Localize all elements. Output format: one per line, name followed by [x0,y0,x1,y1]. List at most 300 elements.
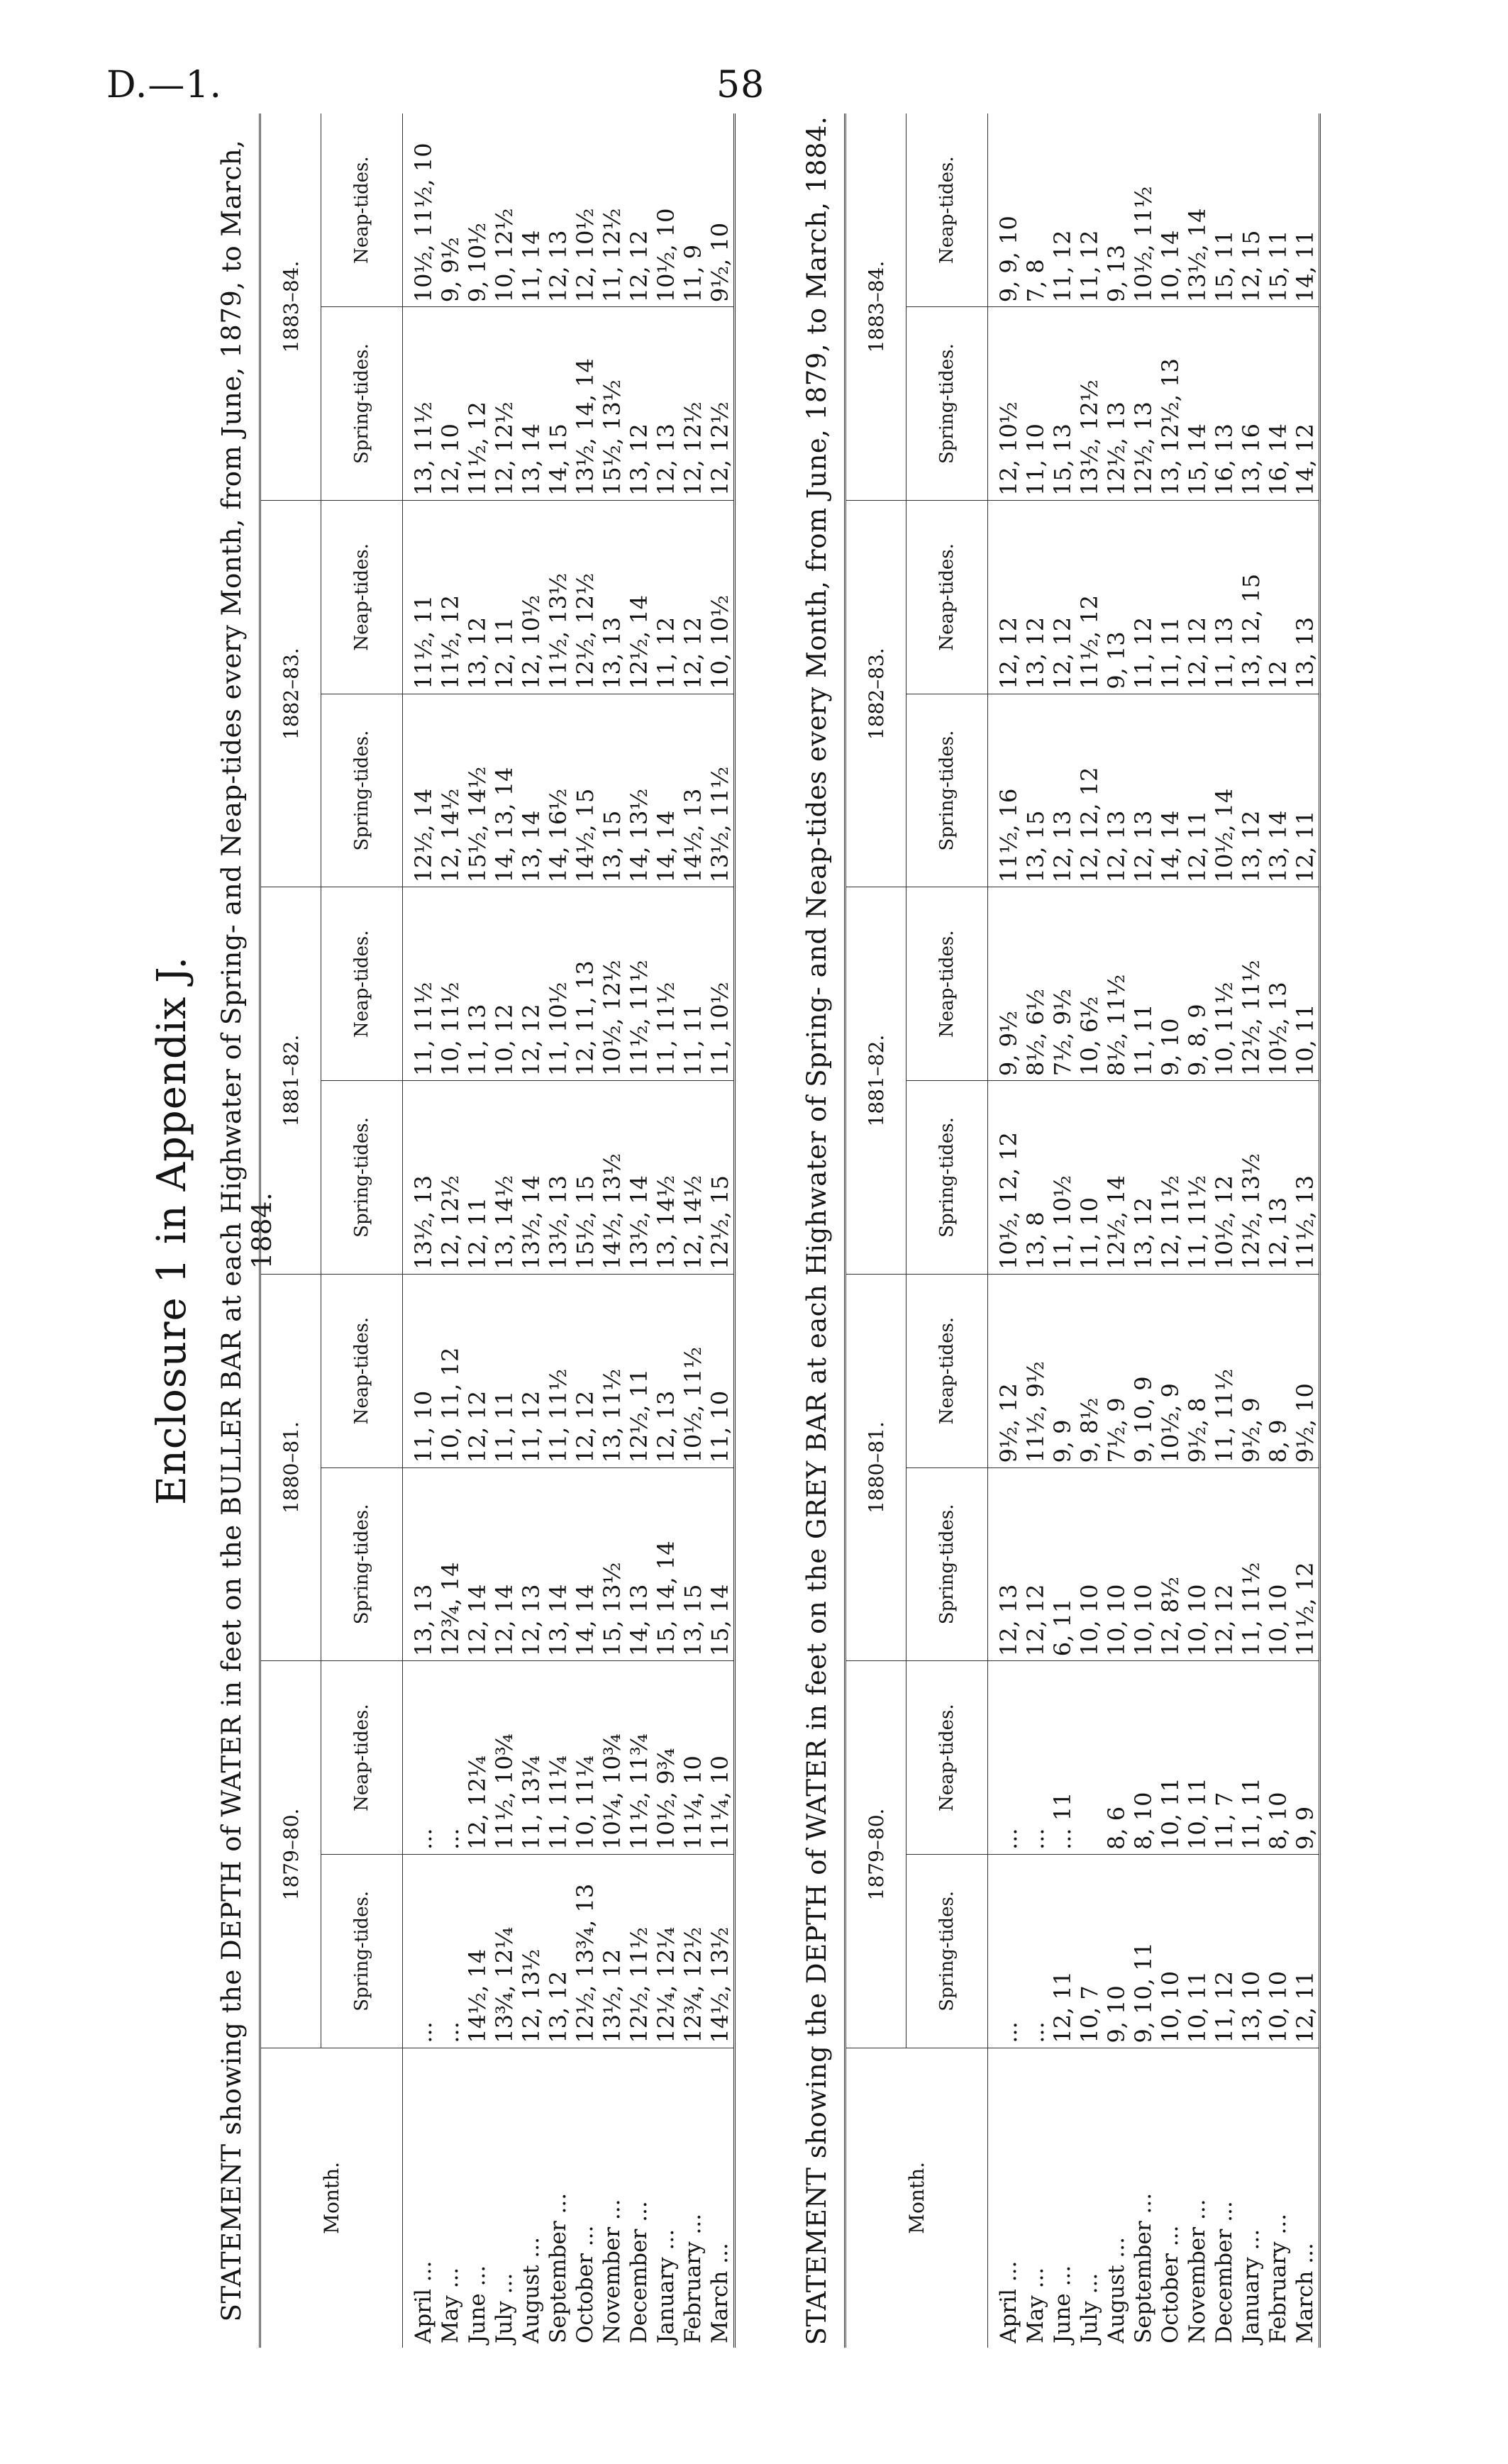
spring-tide-cell: 11, 10 [1076,1081,1103,1275]
spring-tide-cell: 12½, 13 [1103,307,1130,501]
neap-tide-cell: ... [988,1661,1023,1855]
neap-tide-cell: 9, 10 [1157,887,1184,1081]
spring-tide-cell: 15½, 15 [572,1081,599,1275]
neap-tide-cell: 12, 15 [1238,113,1265,307]
neap-tide-cell [1076,1661,1103,1855]
spring-tide-cell: 13, 10 [1238,1854,1265,2048]
spring-tide-cell: 14½, 13 [680,694,706,887]
neap-tides-header: Neap-tides. [907,113,988,307]
spring-tide-cell: 13½, 14 [518,1081,545,1275]
neap-tide-cell: 12, 12 [1049,500,1076,694]
spring-tide-cell: 15, 14 [706,1467,735,1661]
grey-table-body [988,113,1320,2348]
neap-tide-cell: 10, 14 [1157,113,1184,307]
neap-tide-cell: 9, 9 [1292,1661,1320,1855]
month-cell: March ... [707,2243,733,2343]
neap-tide-cell: 7½, 9½ [1049,887,1076,1081]
spring-tide-cell: 11½, 12 [464,307,491,501]
neap-tide-cell: 12, 12 [464,1274,491,1467]
spring-tide-cell: 13½, 12½ [1076,307,1103,501]
month-cell: December ... [1212,2201,1237,2343]
spring-tide-cell: 13, 12 [1238,694,1265,887]
table-row [1238,113,1265,2348]
spring-tide-cell: 11, 11½ [1184,1081,1211,1275]
neap-tide-cell: 8, 10 [1130,1661,1157,1855]
neap-tide-cell: 12 [1265,500,1292,694]
month-cell: October ... [1158,2225,1183,2343]
neap-tide-cell: 11, 10 [403,1274,438,1467]
year-header: 1880–81. [260,1274,321,1660]
neap-tide-cell: 12½, 11½ [1238,887,1265,1081]
document-reference: D.—1. [106,64,222,106]
spring-tide-cell: ... [403,1854,438,2048]
spring-tide-cell: 12, 13 [988,1467,1023,1661]
neap-tide-cell: 11, 12 [518,1274,545,1467]
spring-tide-cell: 12, 14 [491,1467,518,1661]
month-cell: August ... [519,2237,544,2343]
page-number: 58 [716,64,765,106]
neap-tide-cell: 8½, 11½ [1103,887,1130,1081]
spring-tide-cell: 12, 13 [1265,1081,1292,1275]
neap-tide-cell: 11½, 10¾ [491,1661,518,1855]
spring-tide-cell: 12¾, 14 [437,1467,464,1661]
neap-tide-cell: 8, 10 [1265,1661,1292,1855]
table-row [464,113,491,2348]
month-cell: December ... [626,2201,652,2343]
spring-tide-cell: 13, 14 [1265,694,1292,887]
spring-tides-header: Spring-tides. [321,307,403,501]
neap-tide-cell: 11, 12 [653,500,680,694]
neap-tide-cell: ... [437,1661,464,1855]
neap-tide-cell: 10, 12 [491,887,518,1081]
spring-tide-cell: 15, 13 [1049,307,1076,501]
table-row [1184,113,1211,2348]
neap-tide-cell: 12, 10½ [572,113,599,307]
spring-tide-cell: 10, 10 [1130,1467,1157,1661]
neap-tide-cell: 9½, 10 [1292,1274,1320,1467]
grey-statement-title: STATEMENT showing the DEPTH of WATER in feet on the GREY BAR at each Highwater of Spring- and Neap-tides every Month, from June, 1879, to March, 1884. [802,116,832,2346]
neap-tide-cell: 10½, 9¾ [653,1661,680,1855]
spring-tide-cell: 13½, 12 [599,1854,626,2048]
month-cell: October ... [572,2225,598,2343]
buller-table-body [403,113,735,2348]
spring-tide-cell: 11½, 13 [1292,1081,1320,1275]
neap-tide-cell: 12½, 12½ [572,500,599,694]
neap-tide-cell: 11, 11½ [403,887,438,1081]
table-row [1022,113,1049,2348]
spring-tide-cell: 13, 14 [518,307,545,501]
table-row [653,113,680,2348]
spring-tides-header: Spring-tides. [321,1854,403,2048]
neap-tide-cell: 7, 8 [1022,113,1049,307]
spring-tide-cell: 13, 12 [1130,1081,1157,1275]
month-cell: January ... [653,2229,679,2343]
rotated-content [149,113,1440,2348]
neap-tide-cell: 11, 11 [1130,887,1157,1081]
month-cell: April ... [996,2260,1021,2343]
year-header: 1879–80. [260,1661,321,2048]
neap-tide-cell: 9, 8, 9 [1184,887,1211,1081]
spring-tides-header: Spring-tides. [907,694,988,887]
spring-tide-cell: 12, 12 [1211,1467,1238,1661]
neap-tide-cell: ... [403,1661,438,1855]
spring-tide-cell: 10½, 12, 12 [988,1081,1023,1275]
spring-tide-cell: 12, 12½ [437,1081,464,1275]
spring-tide-cell: 13, 15 [599,694,626,887]
month-cell: March ... [1292,2243,1318,2343]
spring-tide-cell: 13, 16 [1238,307,1265,501]
spring-tide-cell: 14½, 13½ [706,1854,735,2048]
spring-tide-cell: 14, 13½ [626,694,653,887]
neap-tide-cell: 9½, 8 [1184,1274,1211,1467]
neap-tide-cell: 9, 9½ [437,113,464,307]
spring-tide-cell: 12, 14½ [680,1081,706,1275]
table-row [1157,113,1184,2348]
neap-tide-cell: 11, 13 [1211,500,1238,694]
neap-tide-cell: 11, 11½ [1211,1274,1238,1467]
spring-tide-cell: 13, 15 [680,1467,706,1661]
neap-tides-header: Neap-tides. [321,1274,403,1467]
spring-tide-cell: ... [437,1854,464,2048]
spring-tide-cell: 12, 11 [1049,1854,1076,2048]
neap-tide-cell: 10½, 11½, 10 [403,113,438,307]
month-cell: July ... [1077,2272,1102,2343]
spring-tide-cell: 12, 10 [437,307,464,501]
spring-tide-cell: 13¾, 12¼ [491,1854,518,2048]
table-row [545,113,572,2348]
spring-tide-cell: 12½, 11½ [626,1854,653,2048]
table-row [599,113,626,2348]
spring-tide-cell: 13, 12½, 13 [1157,307,1184,501]
buller-statement-title: STATEMENT showing the DEPTH of WATER in feet on the BULLER BAR at each Highwater of Spring- and Neap-tides every Month, from June, 1879, to March, 1884. [216,139,277,2322]
year-header: 1879–80. [846,1661,907,2048]
spring-tide-cell: 14½, 15 [572,694,599,887]
spring-tide-cell: 12, 12½ [706,307,735,501]
neap-tide-cell: 10, 10½ [706,500,735,694]
neap-tide-cell: 12, 13 [653,1274,680,1467]
neap-tide-cell: 11½, 11 [403,500,438,694]
month-cell: September ... [1131,2192,1156,2343]
neap-tides-header: Neap-tides. [321,1661,403,1855]
table-row [1076,113,1103,2348]
neap-tide-cell: 11, 12 [1130,500,1157,694]
month-cell: February ... [680,2213,706,2343]
neap-tide-cell: 11, 11 [1238,1661,1265,1855]
spring-tide-cell: ... [988,1854,1023,2048]
month-cell: July ... [492,2272,517,2343]
spring-tide-cell: 11, 10½ [1049,1081,1076,1275]
spring-tide-cell: 11, 10 [1022,307,1049,501]
table-row [1130,113,1157,2348]
neap-tide-cell: 9, 8½ [1076,1274,1103,1467]
table-row [626,113,653,2348]
neap-tide-cell: 11, 11½ [653,887,680,1081]
spring-tide-cell: 13½, 11½ [706,694,735,887]
neap-tide-cell: 11½, 12 [1076,500,1103,694]
spring-tide-cell: 12, 11 [1292,694,1320,887]
neap-tide-cell: 11, 12 [1076,113,1103,307]
spring-tide-cell: 14½, 13½ [599,1081,626,1275]
neap-tides-header: Neap-tides. [321,113,403,307]
spring-tide-cell: 12, 10½ [988,307,1023,501]
neap-tide-cell: 9, 9½ [988,887,1023,1081]
neap-tide-cell: 9, 10, 9 [1130,1274,1157,1467]
table-row [1265,113,1292,2348]
spring-tides-header: Spring-tides. [907,307,988,501]
neap-tide-cell: ... [1022,1661,1049,1855]
spring-tide-cell: 10, 7 [1076,1854,1103,2048]
spring-tide-cell: ... [1022,1854,1049,2048]
spring-tide-cell: 14½, 14 [464,1854,491,2048]
neap-tide-cell: 10, 11 [1157,1661,1184,1855]
table-row [1103,113,1130,2348]
neap-tide-cell: 10½, 11½ [680,1274,706,1467]
spring-tide-cell: 12, 8½ [1157,1467,1184,1661]
spring-tide-cell: 12, 12 [1022,1467,1049,1661]
table-row [403,113,438,2348]
neap-tide-cell: 11, 14 [518,113,545,307]
spring-tide-cell: 12½, 13½ [1238,1081,1265,1275]
neap-tide-cell: 11, 11¼ [545,1661,572,1855]
table-row [1292,113,1320,2348]
neap-tide-cell: 10, 6½ [1076,887,1103,1081]
neap-tide-cell: 8, 6 [1103,1661,1130,1855]
year-header: 1882–83. [846,500,907,887]
month-cell: May ... [1023,2267,1048,2343]
neap-tide-cell: ... 11 [1049,1661,1076,1855]
spring-tide-cell: 13½, 14, 14 [572,307,599,501]
neap-tide-cell: 14, 11 [1292,113,1320,307]
table-row [491,113,518,2348]
neap-tides-header: Neap-tides. [907,1661,988,1855]
spring-tide-cell: 13, 11½ [403,307,438,501]
table-row [706,113,735,2348]
neap-tide-cell: 10, 11 [1292,887,1320,1081]
neap-tide-cell: 10½, 9 [1157,1274,1184,1467]
spring-tide-cell: 14, 14 [572,1467,599,1661]
neap-tide-cell: 12, 12 [572,1274,599,1467]
spring-tide-cell: 12, 11½ [1157,1081,1184,1275]
spring-tide-cell: 15½, 13½ [599,307,626,501]
neap-tide-cell: 9, 9 [1049,1274,1076,1467]
neap-tide-cell: 11¼, 10 [680,1661,706,1855]
neap-tide-cell: 11½, 12 [437,500,464,694]
neap-tide-cell: 11, 10 [706,1274,735,1467]
spring-tide-cell: 12, 12½ [491,307,518,501]
enclosure-title: Enclosure 1 in Appendix J. [149,955,195,1506]
neap-tide-cell: 11½, 9½ [1022,1274,1049,1467]
spring-tide-cell: 10, 10 [1184,1467,1211,1661]
neap-tide-cell: 12½, 14 [626,500,653,694]
spring-tide-cell: 13½, 13 [403,1081,438,1275]
neap-tide-cell: 15, 11 [1265,113,1292,307]
neap-tide-cell: 10, 11, 12 [437,1274,464,1467]
spring-tide-cell: 12½, 14 [403,694,438,887]
neap-tide-cell: 9, 13 [1103,113,1130,307]
year-header: 1882–83. [260,500,321,887]
year-header: 1880–81. [846,1274,907,1660]
neap-tide-cell: 13, 13 [1292,500,1320,694]
neap-tide-cell: 13, 11½ [599,1274,626,1467]
spring-tide-cell: 12, 13 [1103,694,1130,887]
spring-tide-cell: 12½, 15 [706,1081,735,1275]
spring-tide-cell: 12½, 13¾, 13 [572,1854,599,2048]
neap-tide-cell: 10½, 12½ [599,887,626,1081]
spring-tide-cell: 11½, 12 [1292,1467,1320,1661]
month-column-header: Month. [846,2048,988,2348]
spring-tides-header: Spring-tides. [321,1467,403,1661]
neap-tide-cell: 11, 11 [491,1274,518,1467]
month-cell: November ... [599,2199,625,2343]
neap-tides-header: Neap-tides. [321,887,403,1081]
spring-tide-cell: 14, 14 [1157,694,1184,887]
neap-tide-cell: 12, 12 [518,887,545,1081]
month-cell: April ... [411,2260,436,2343]
neap-tide-cell: 10½, 11½ [1130,113,1157,307]
neap-tide-cell: 11, 11½ [545,1274,572,1467]
spring-tide-cell: 10, 10 [1157,1854,1184,2048]
neap-tide-cell: 11, 10½ [545,887,572,1081]
spring-tide-cell: 14, 13 [626,1467,653,1661]
month-cell: May ... [438,2267,463,2343]
spring-tide-cell: 10, 10 [1076,1467,1103,1661]
spring-tides-header: Spring-tides. [321,1081,403,1275]
neap-tide-cell: 10, 12½ [491,113,518,307]
neap-tide-cell: 12, 12 [626,113,653,307]
year-header: 1883–84. [260,113,321,500]
spring-tide-cell: 12, 14½ [437,694,464,887]
grey-bar-table [844,113,1321,2348]
neap-tide-cell: 9, 13 [1103,500,1130,694]
neap-tide-cell: 10, 11½ [1211,887,1238,1081]
neap-tide-cell: 9, 9, 10 [988,113,1023,307]
spring-tide-cell: 10, 11 [1184,1854,1211,2048]
table-row [1211,113,1238,2348]
neap-tide-cell: 8½, 6½ [1022,887,1049,1081]
neap-tide-cell: 13½, 14 [1184,113,1211,307]
month-cell: January ... [1238,2229,1264,2343]
spring-tide-cell: 14, 15 [545,307,572,501]
spring-tide-cell: 11½, 16 [988,694,1023,887]
neap-tides-header: Neap-tides. [907,1274,988,1467]
neap-tide-cell: 12, 11 [491,500,518,694]
neap-tide-cell: 11, 13 [464,887,491,1081]
spring-tide-cell: 10, 10 [1265,1467,1292,1661]
spring-tide-cell: 16, 13 [1211,307,1238,501]
spring-tide-cell: 13, 15 [1022,694,1049,887]
neap-tide-cell: 11, 12 [1049,113,1076,307]
neap-tide-cell: 11, 9 [680,113,706,307]
neap-tide-cell: 11½, 13½ [545,500,572,694]
spring-tide-cell: 13, 8 [1022,1081,1049,1275]
spring-tide-cell: 12½, 13 [1130,307,1157,501]
neap-tide-cell: 11, 7 [1211,1661,1238,1855]
spring-tides-header: Spring-tides. [907,1081,988,1275]
spring-tide-cell: 11, 11½ [1238,1467,1265,1661]
spring-tide-cell: 12, 14 [464,1467,491,1661]
spring-tide-cell: 12, 13½ [518,1854,545,2048]
neap-tide-cell: 10, 11¼ [572,1661,599,1855]
spring-tide-cell: 14, 13, 14 [491,694,518,887]
neap-tide-cell: 8, 9 [1265,1274,1292,1467]
spring-tide-cell: 10, 10 [1265,1854,1292,2048]
neap-tide-cell: 11, 12½ [599,113,626,307]
neap-tide-cell: 10, 11 [1184,1661,1211,1855]
year-header: 1881–82. [260,887,321,1274]
neap-tide-cell: 12, 10½ [518,500,545,694]
neap-tide-cell: 11, 10½ [706,887,735,1081]
spring-tides-header: Spring-tides. [907,1854,988,2048]
spring-tide-cell: 12, 12½ [680,307,706,501]
neap-tides-header: Neap-tides. [907,887,988,1081]
spring-tide-cell: 12, 11 [1184,694,1211,887]
year-header: 1883–84. [846,113,907,500]
neap-tide-cell: 12, 12 [1184,500,1211,694]
table-row [572,113,599,2348]
neap-tide-cell: 11, 11 [1157,500,1184,694]
table-row [988,113,1023,2348]
neap-tide-cell: 9½, 9 [1238,1274,1265,1467]
neap-tide-cell: 12, 12 [988,500,1023,694]
spring-tides-header: Spring-tides. [321,694,403,887]
spring-tide-cell: 13, 14 [518,694,545,887]
month-cell: June ... [465,2265,490,2343]
spring-tide-cell: 12, 11 [1292,1854,1320,2048]
neap-tide-cell: 10½, 10 [653,113,680,307]
month-cell: September ... [545,2192,571,2343]
spring-tide-cell: 13, 12 [545,1854,572,2048]
neap-tide-cell: 11½, 11½ [626,887,653,1081]
spring-tide-cell: 13, 14½ [653,1081,680,1275]
spring-tide-cell: 15, 14 [1184,307,1211,501]
month-column-header: Month. [260,2048,403,2348]
neap-tide-cell: 10¼, 10¾ [599,1661,626,1855]
spring-tide-cell: 9, 10 [1103,1854,1130,2048]
table-row [518,113,545,2348]
neap-tide-cell: 11¼, 10 [706,1661,735,1855]
neap-tide-cell: 11½, 11¾ [626,1661,653,1855]
month-cell: November ... [1185,2199,1210,2343]
neap-tide-cell: 12, 11, 13 [572,887,599,1081]
spring-tides-header: Spring-tides. [907,1467,988,1661]
buller-bar-table [259,113,736,2348]
neap-tide-cell: 12, 13 [545,113,572,307]
neap-tide-cell: 11, 11 [680,887,706,1081]
spring-tide-cell: 9, 10, 11 [1130,1854,1157,2048]
neap-tide-cell: 13, 12, 15 [1238,500,1265,694]
spring-tide-cell: 14, 12 [1292,307,1320,501]
neap-tide-cell: 13, 12 [464,500,491,694]
spring-tide-cell: 13, 14 [545,1467,572,1661]
month-cell: June ... [1050,2265,1075,2343]
neap-tide-cell: 9½, 12 [988,1274,1023,1467]
spring-tide-cell: 6, 11 [1049,1467,1076,1661]
spring-tide-cell: 16, 14 [1265,307,1292,501]
spring-tide-cell: 15½, 14½ [464,694,491,887]
spring-tide-cell: 15, 14, 14 [653,1467,680,1661]
spring-tide-cell: 12, 13 [1049,694,1076,887]
table-row [680,113,706,2348]
spring-tide-cell: 12½, 14 [1103,1081,1130,1275]
spring-tide-cell: 13½, 14 [626,1081,653,1275]
neap-tides-header: Neap-tides. [907,500,988,694]
month-cell: August ... [1104,2237,1129,2343]
neap-tide-cell: 11, 13¼ [518,1661,545,1855]
table-row [1049,113,1076,2348]
neap-tide-cell: 9½, 10 [706,113,735,307]
neap-tides-header: Neap-tides. [321,500,403,694]
spring-tide-cell: 12¾, 12½ [680,1854,706,2048]
